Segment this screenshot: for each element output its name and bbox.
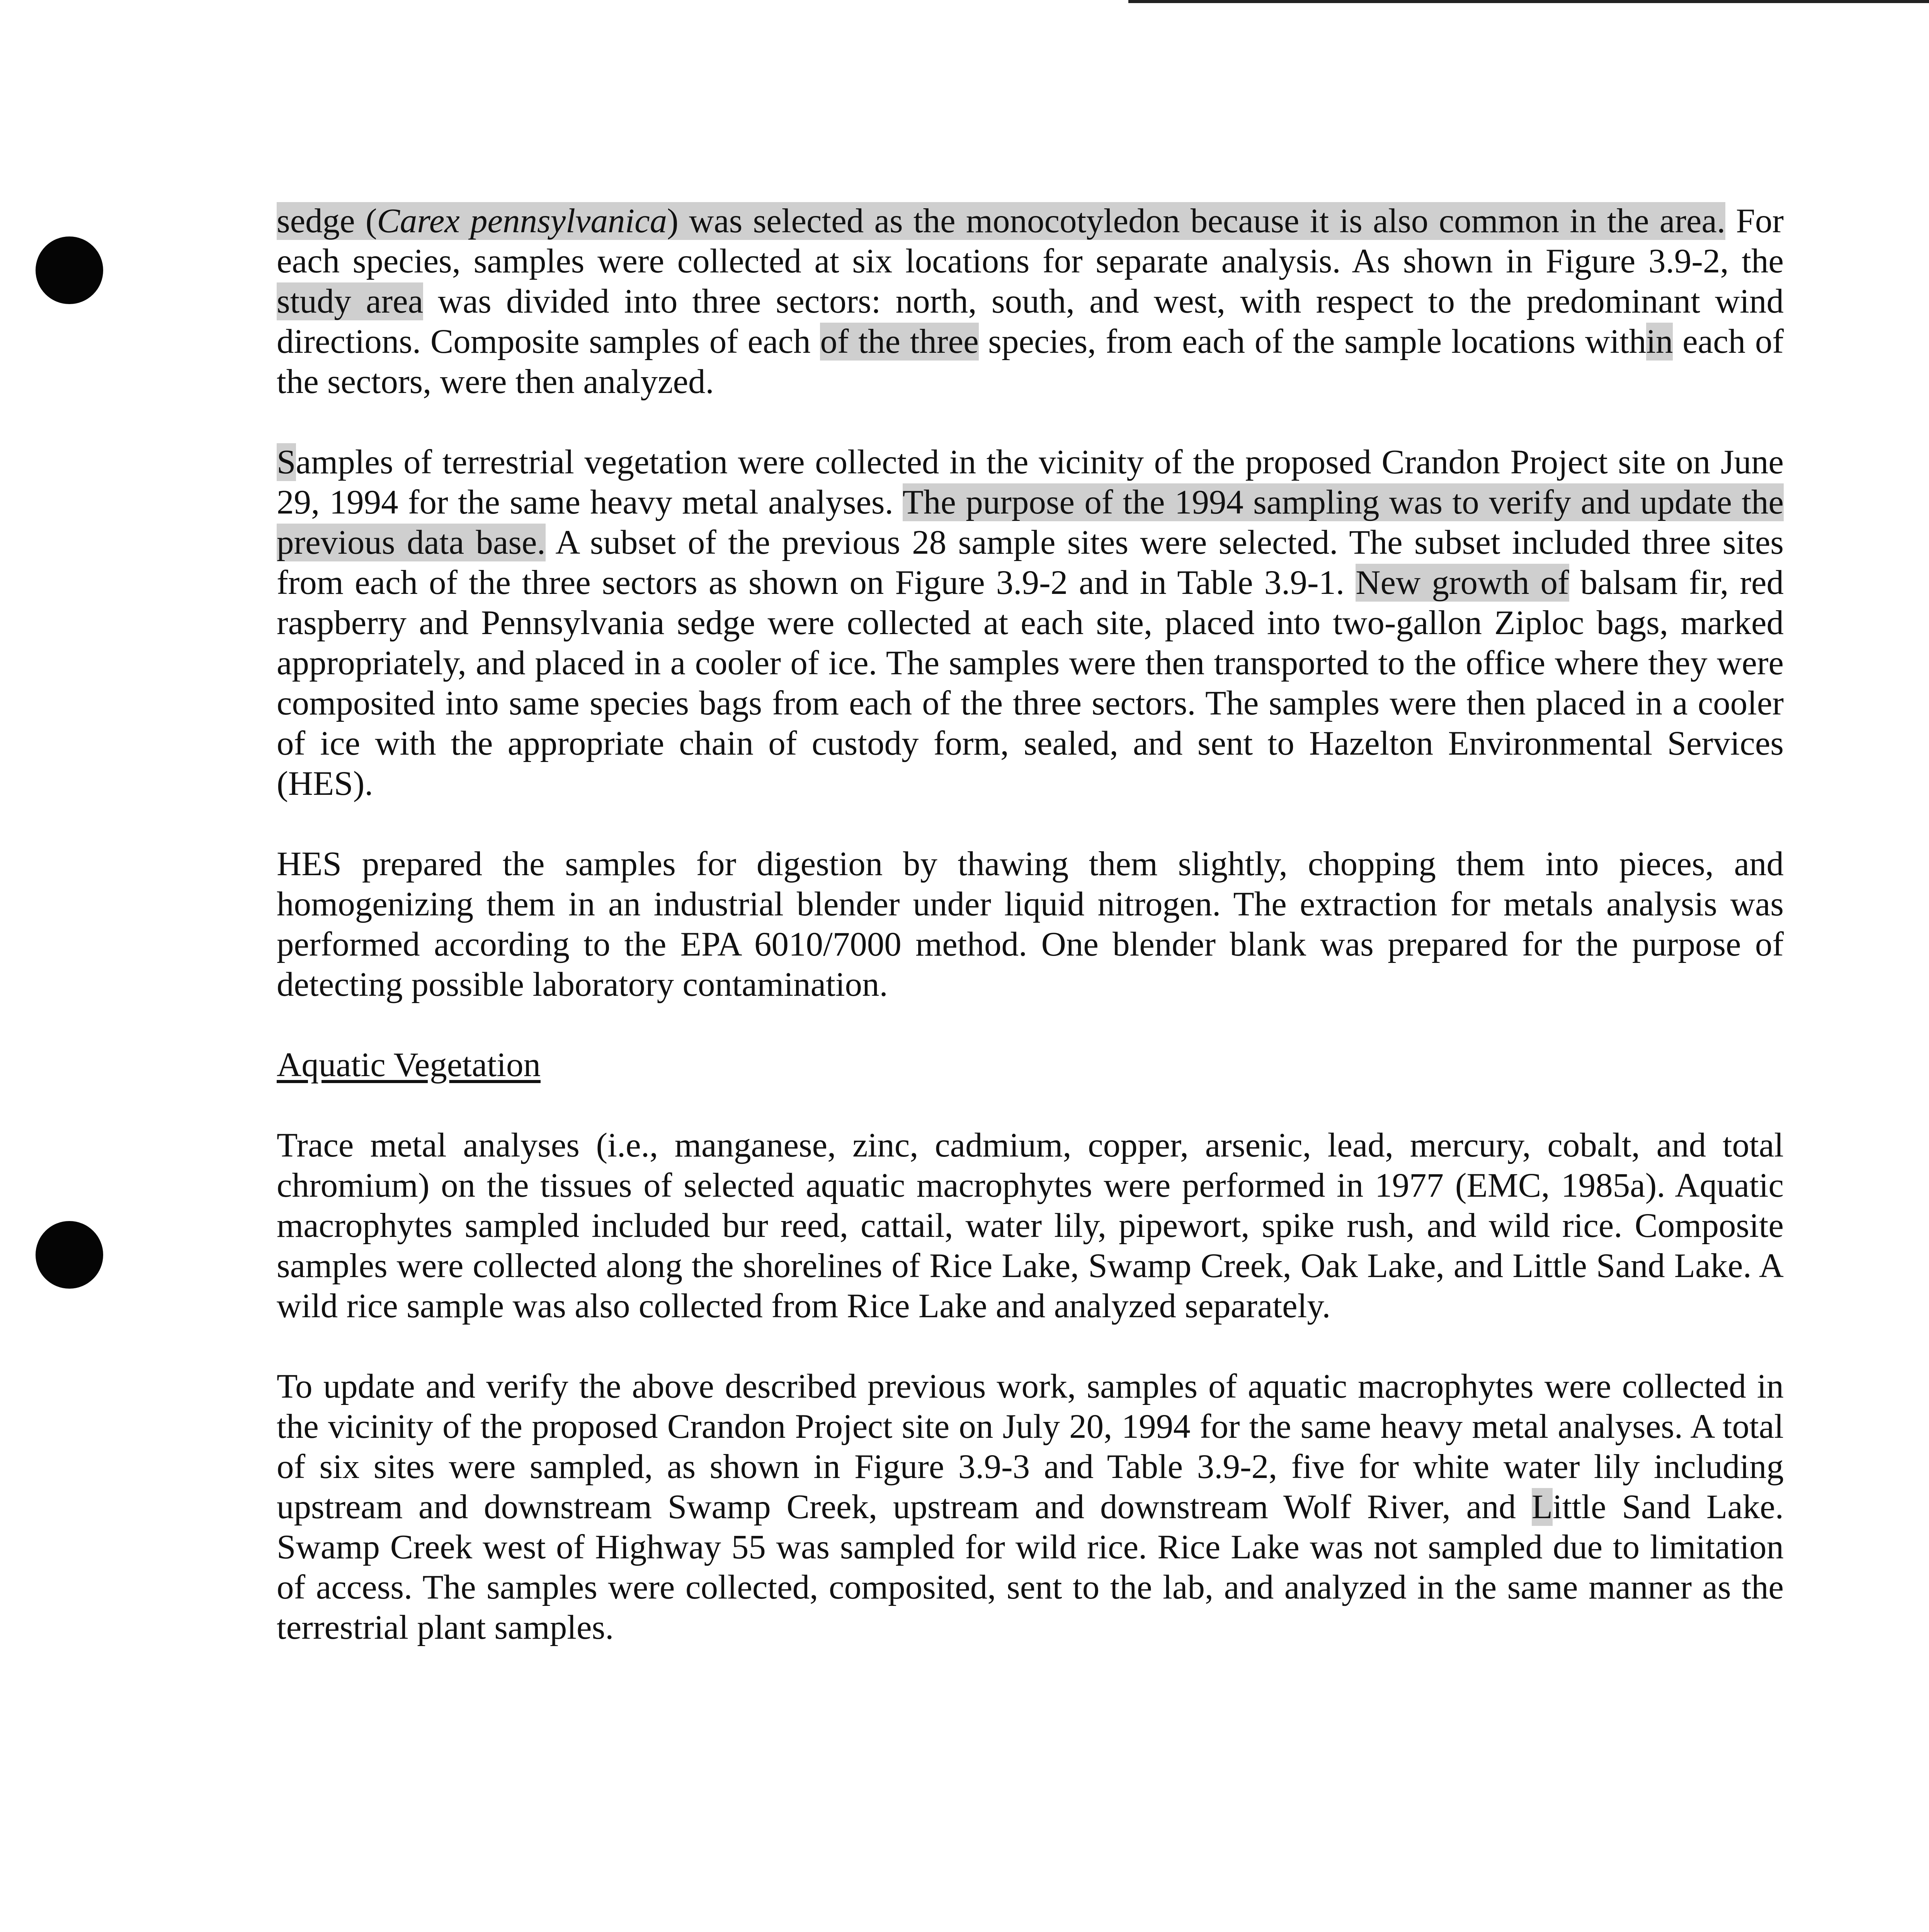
binder-hole-top: [36, 236, 103, 304]
paragraph-text: each of the sectors, were then analyzed.: [277, 323, 1784, 401]
highlighted-text: S: [277, 443, 296, 481]
highlighted-text: study area: [277, 282, 424, 320]
species-name-italic: Carex pennsylvanica: [377, 202, 667, 240]
binder-hole-middle: [36, 1221, 103, 1289]
paragraph-aquatic-sampling-update: [277, 1366, 1784, 1648]
top-edge-rule: [1128, 0, 1929, 3]
paragraph-terrestrial-species: [277, 201, 1784, 402]
paragraph-text: species, from each of the sample locations with: [978, 323, 1647, 361]
paragraph-text: A subset of the previous 28 sample sites were selected. The subset included three sites from each of the three sectors as shown on Figure 3.9-2 and in Table 3.9-1.: [277, 524, 1784, 602]
highlighted-text: L: [1531, 1488, 1553, 1526]
paragraph-text: was divided into three sectors: north, south, and west, with respect to the predominant wind directions. Composite samples of each: [277, 282, 1784, 361]
highlighted-text: New growth of: [1356, 564, 1569, 602]
highlighted-text: The purpose of the 1994 sampling was to verify and update the previous data base.: [277, 483, 1784, 561]
section-heading-aquatic-vegetation: Aquatic Vegetation: [277, 1046, 541, 1084]
highlighted-text: ) was selected as the monocotyledon because it is also common in the area.: [667, 202, 1726, 240]
highlighted-text: of the three: [820, 323, 979, 361]
document-body: [277, 201, 1784, 1648]
highlighted-text: in: [1646, 323, 1673, 361]
paragraph-text: To update and verify the above described previous work, samples of aquatic macrophytes were collected in the vicinity of the proposed Crandon Project site on July 20, 1994 for the same heavy metal analyses. A total of six sites were sampled, as shown in Figure 3.9-3 and Table 3.9-2, five for white water lily including upstream and downstream Swamp Creek, upstream and downstream Wolf River, and: [277, 1367, 1784, 1526]
paragraph-hes-preparation: HES prepared the samples for digestion by thawing them slightly, chopping them into pieces, and homogenizing them in an industrial blender under liquid nitrogen. The extraction for metals analysis was performed according to the EPA 6010/7000 method. One blender blank was prepared for the purpose of detecting possible laboratory contamination.: [277, 845, 1784, 1003]
paragraph-text: amples of terrestrial vegetation were collected in the vicinity of the proposed Crandon Project site on June 29, 1994 for the same heavy metal analyses.: [277, 443, 1784, 521]
highlighted-text: sedge (: [277, 202, 377, 240]
paragraph-text: balsam fir, red raspberry and Pennsylvania sedge were collected at each site, placed into two-gallon Ziploc bags, marked appropriately, and placed in a cooler of ice. The samples were then transported to the office where they were composited into same species bags from each of the three sectors. The samples were then placed in a cooler of ice with the appropriate chain of custody form, sealed, and sent to Hazelton Environmental Services (HES).: [277, 564, 1784, 803]
paragraph-trace-metal-analyses: Trace metal analyses (i.e., manganese, zinc, cadmium, copper, arsenic, lead, mercury, cobalt, and total chromium) on the tissues of selected aquatic macrophytes were performed in 1977 (EMC, 1985a). Aquatic macrophytes sampled included bur reed, cattail, water lily, pipewort, spike rush, and wild rice. Composite samples were collected along the shorelines of Rice Lake, Swamp Creek, Oak Lake, and Little Sand Lake. A wild rice sample was also collected from Rice Lake and analyzed separately.: [277, 1126, 1784, 1325]
paragraph-terrestrial-sampling: [277, 442, 1784, 804]
paragraph-text: ittle Sand Lake. Swamp Creek west of Highway 55 was sampled for wild rice. Rice Lake was not sampled due to limitation of access. The samples were collected, composited, sent to the lab, and analyzed in the same manner as the terrestrial plant samples.: [277, 1488, 1784, 1646]
paragraph-text: For each species, samples were collected at six locations for separate analysis. As shown in Figure 3.9-2, the: [277, 202, 1784, 280]
